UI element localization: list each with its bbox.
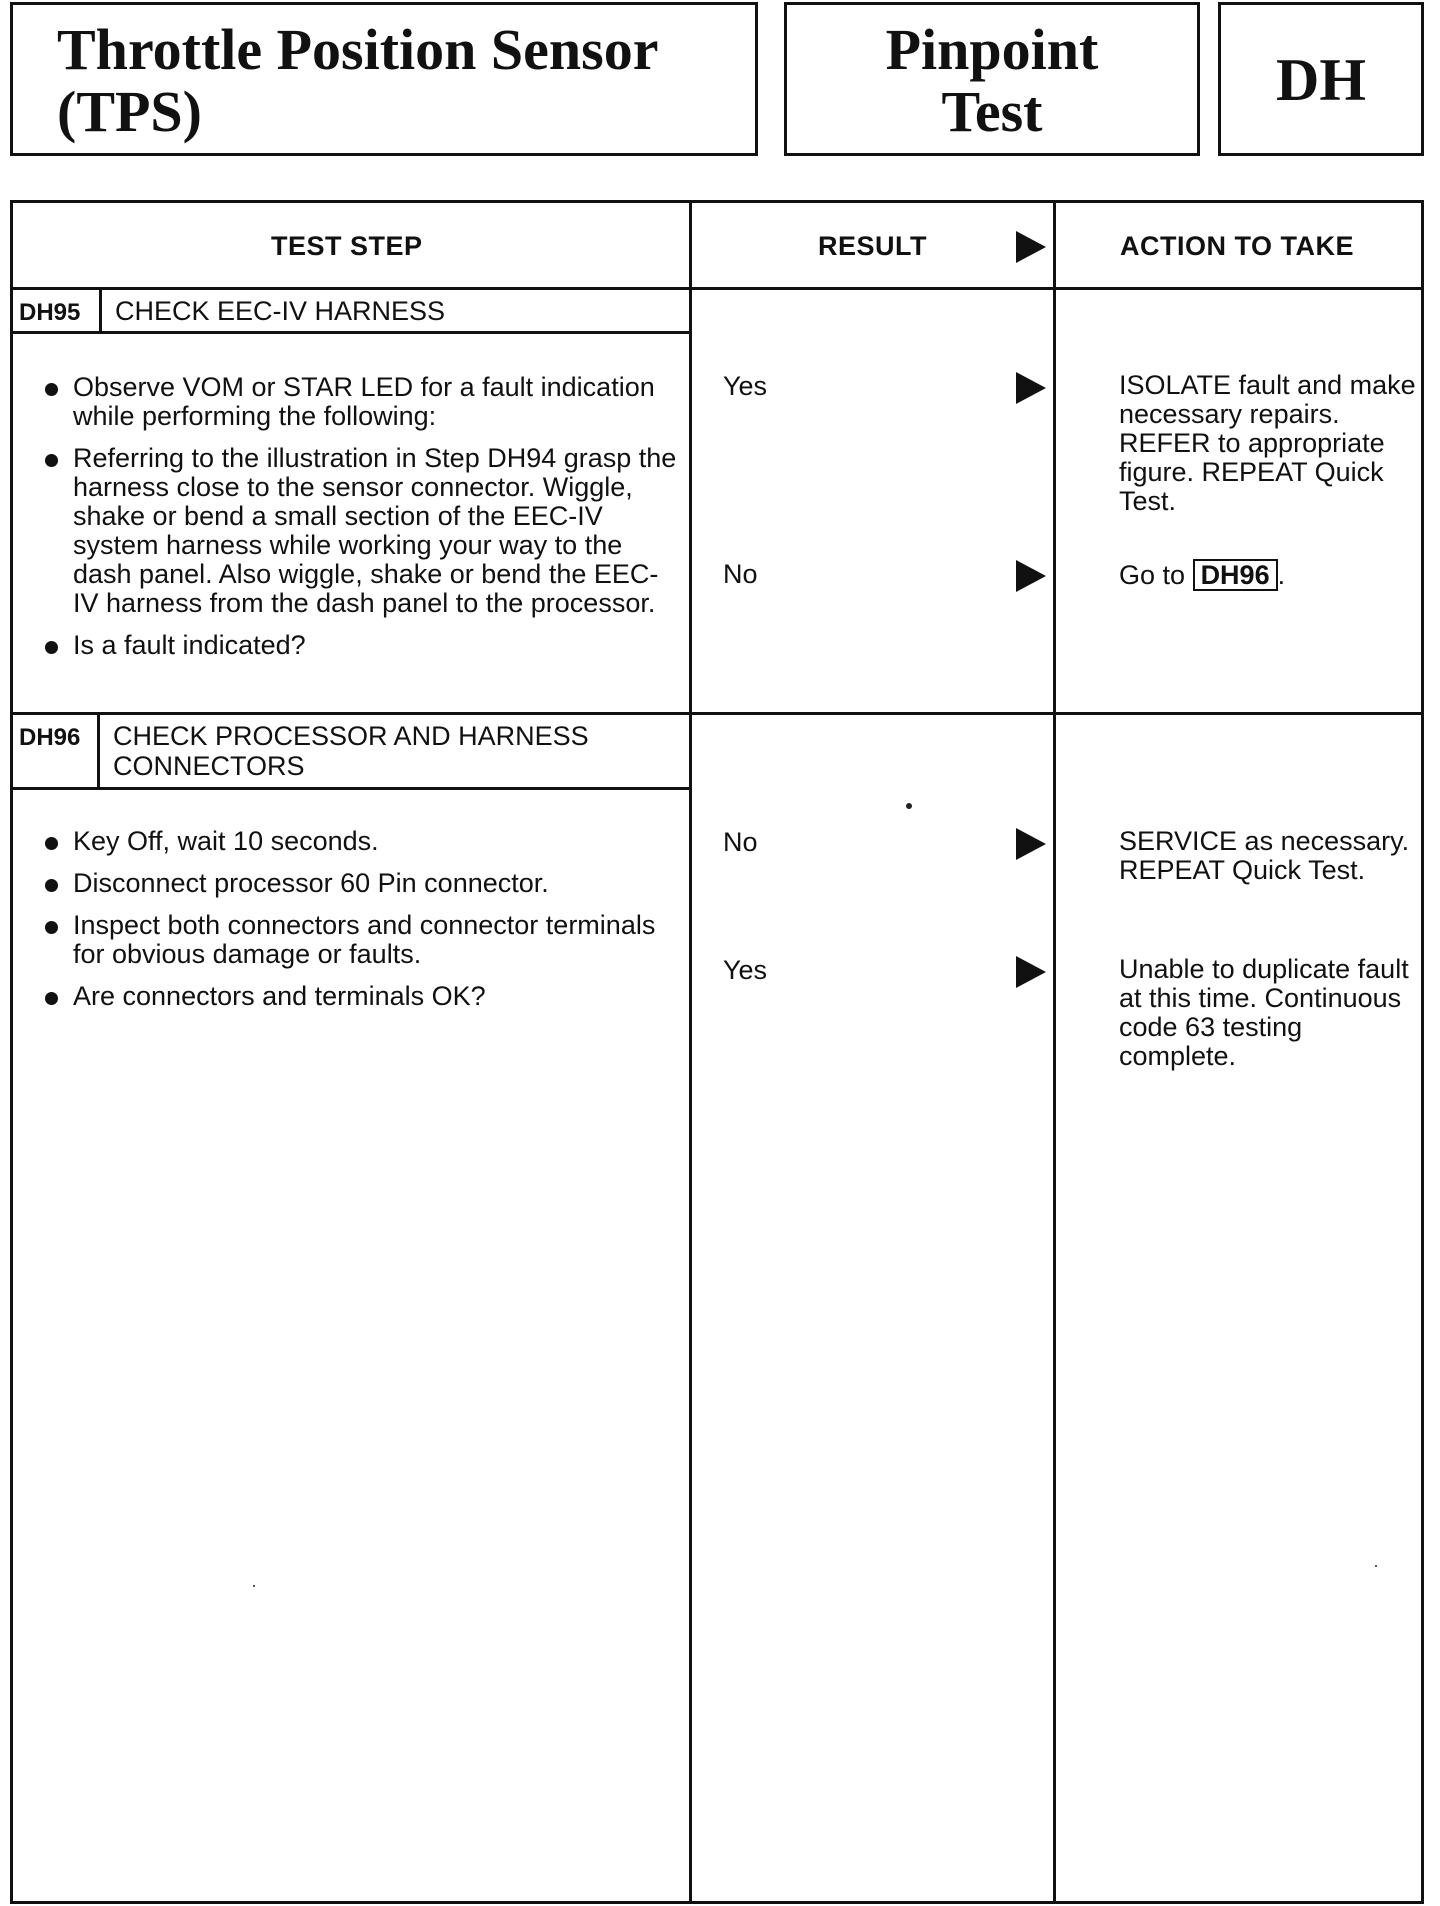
column-header-result: RESULT [818, 231, 927, 261]
result-arrow-icon [1016, 956, 1046, 988]
step-code-divider [99, 287, 102, 331]
test-type-box [784, 2, 1200, 156]
title-line-1: Throttle Position Sensor [57, 17, 659, 82]
action-text: Unable to duplicate fault at this time. Continuous code 63 testing complete. [1119, 954, 1409, 1071]
list-item: Key Off, wait 10 seconds. [39, 827, 679, 856]
column-header-action: ACTION TO TAKE [1120, 231, 1354, 261]
action-goto [1119, 559, 1419, 591]
action-text: ISOLATE fault and make necessary repairs. REFER to appropriate figure. REPEAT Quick Test. [1119, 370, 1416, 516]
result-no: No [723, 559, 758, 589]
result-arrow-icon [1016, 828, 1046, 860]
scan-speck [1375, 1565, 1377, 1567]
list-item: Observe VOM or STAR LED for a fault indication while performing the following: [39, 373, 679, 431]
step-title-dh96 [113, 721, 589, 781]
list-item: Is a fault indicated? [39, 631, 679, 660]
result-yes: Yes [723, 955, 768, 985]
test-type-line-2: Test [941, 79, 1043, 144]
step-title-underline [13, 331, 689, 334]
page-title [57, 19, 659, 143]
result-arrow-icon [1016, 231, 1046, 263]
column-divider-2 [1053, 203, 1056, 1901]
step-code-divider [97, 712, 100, 787]
section-code: DH [1276, 47, 1366, 113]
list-item: Are connectors and terminals OK? [39, 982, 679, 1011]
step-title-line-2: CONNECTORS [113, 751, 305, 781]
section-code-box [1218, 2, 1424, 156]
title-line-2: (TPS) [57, 79, 202, 144]
list-item: Referring to the illustration in Step DH94 grasp the harness close to the sensor connector. Wiggle, shake or bend a small section of the EEC-IV system harness while working your way to the dash panel. Also wiggle, shake or bend the EEC-IV harness from the dash panel to the processor. [39, 444, 679, 618]
column-divider-1 [689, 203, 692, 1901]
result-no: No [723, 827, 758, 857]
header-divider [13, 287, 1421, 290]
result-arrow-icon [1016, 560, 1046, 592]
step-code-dh96: DH96 [19, 724, 81, 751]
step-title-dh95: CHECK EEC-IV HARNESS [115, 296, 446, 326]
step-instructions-dh95 [39, 373, 679, 673]
result-yes: Yes [723, 371, 768, 401]
step-reference: DH96 [1193, 559, 1278, 591]
action-goto-suffix: . [1277, 560, 1286, 590]
list-item: Disconnect processor 60 Pin connector. [39, 869, 679, 898]
test-type-line-1: Pinpoint [885, 17, 1099, 82]
scan-speck [253, 1585, 255, 1587]
title-box [10, 2, 758, 156]
step-title-underline [13, 787, 689, 790]
test-type [787, 19, 1197, 143]
list-item: Inspect both connectors and connector terminals for obvious damage or faults. [39, 911, 679, 969]
pinpoint-test-table [10, 200, 1424, 1904]
step-title-line-1: CHECK PROCESSOR AND HARNESS [113, 721, 589, 751]
step-code-dh95: DH95 [19, 299, 81, 326]
step-divider [13, 712, 1421, 715]
action-text: SERVICE as necessary. REPEAT Quick Test. [1119, 826, 1410, 885]
scan-speck [906, 803, 912, 809]
step-instructions-dh96 [39, 827, 679, 1024]
column-header-test-step: TEST STEP [271, 231, 423, 261]
result-arrow-icon [1016, 372, 1046, 404]
action-goto-prefix: Go to [1119, 560, 1186, 590]
